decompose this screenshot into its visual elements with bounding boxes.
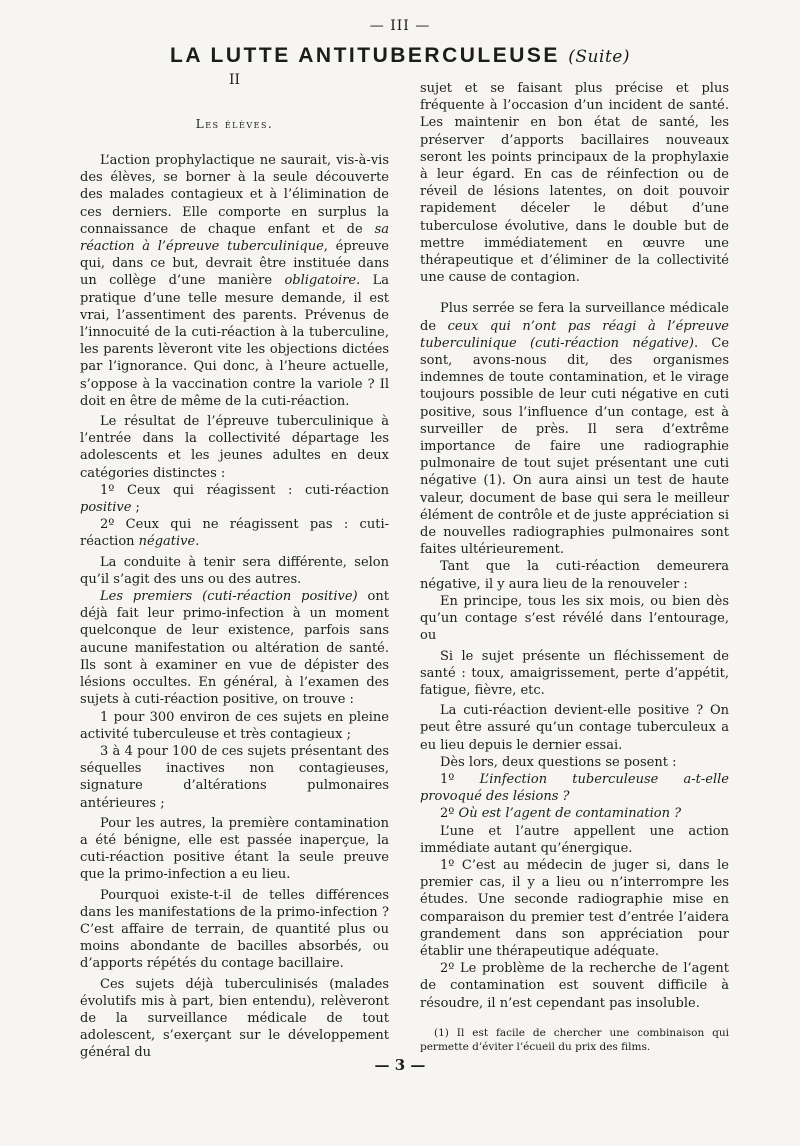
paragraph: 3 à 4 pour 100 de ces sujets présentant des séquelles inactives non contagieuses, signature d’altérations pulmonaires antérieures ; (80, 743, 389, 811)
paragraph: 1º C’est au médecin de juger si, dans le premier cas, il y a lieu ou n’interrompre les études. Une seconde radiographie mise en comparaison du premier test d’entrée l’aidera grandement dans son appréciation pour établir une thérapeutique adéquate. (420, 857, 729, 959)
paragraph: La conduite à tenir sera différente, selon qu’il s’agit des uns ou des autres. (80, 554, 389, 587)
section-heading: Les élèves. (195, 117, 274, 131)
paragraph: Le résultat de l’épreuve tuberculinique à l’entrée dans la collectivité départage les adolescents et les jeunes adultes en deux catégories distinctes : (80, 414, 389, 481)
paragraph: Pour les autres, la première contamination a été bénigne, elle est passée inaperçue, la cuti-réaction positive étant la seule preuve que la primo-infection a eu lieu. (80, 815, 389, 883)
page-roman-numeral: — III — (369, 18, 431, 34)
paragraph: 2º Ceux qui ne réagissent pas : cuti-réaction négative. (80, 517, 389, 550)
paragraph: Pourquoi existe-t-il de telles différences dans les manifestations de la primo-infection ? C’est affaire de terrain, de quantité plus ou moins abondante de bacilles absorbés, ou d’apports répétés du contage bacillaire. (80, 887, 389, 972)
footnote (420, 1026, 729, 1054)
title-text: LA LUTTE ANTITUBERCULEUSE (170, 44, 560, 67)
paragraph: 2º Le problème de la recherche de l’agent de contamination est souvent difficile à résoudre, il n’est cependant pas insoluble. (420, 961, 729, 1011)
paragraph: Tant que la cuti-réaction demeurera négative, il y aura lieu de la renouveler : (420, 559, 729, 592)
paragraph: 1º Ceux qui réagissent : cuti-réaction positive ; (80, 482, 389, 516)
paragraph: L’action prophylactique ne saurait, vis-à-vis des élèves, se borner à la seule découverte des malades contagieux et à l’élimination de ces derniers. Elle comporte en surplus la connaissance de chaque enfant et de sa réaction à l’épreuve tuberculinique, épreuve qui, dans ce but, devrait être instituée dans un collège d’une manière obligatoire. La pratique d’une telle mesure demande, il est vrai, l’assentiment des parents. Prévenus de l’innocuité de la cuti-réaction à la tuberculine, les parents lèveront vite les objections dictées par l’ignorance. Qui donc, à l’heure actuelle, s’oppose à la vaccination contre la variole ? Il doit en être de même de la cuti-réaction. (80, 153, 389, 409)
paragraph: 1 pour 300 environ de ces sujets en pleine activité tuberculeuse et très contagieux ; (80, 709, 389, 742)
paragraph: sujet et se faisant plus précise et plus fréquente à l’occasion d’un incident de santé. Les maintenir en bon état de santé, les préserver d’apports bacillaires nouveaux seront les points principaux de la prophylaxie à leur égard. En cas de réinfection ou de réveil de lésions latentes, on doit pouvoir rapidement déceler le début d’une tuberculose évolutive, dans le double but de mettre immédiatement en œuvre une thérapeutique et d’éliminer de la collectivité une cause de contagion. (420, 81, 729, 286)
footnote-text: (1) Il est facile de chercher une combinaison qui permette d’éviter l’écueil du prix des films. (420, 1026, 729, 1053)
title-suite: (Suite) (568, 47, 630, 67)
section-number: II (228, 72, 241, 88)
article-title (0, 44, 800, 68)
question: 2º Où est l’agent de contamination ? (440, 806, 682, 822)
paragraph: Les premiers (cuti-réaction positive) ont déjà fait leur primo-infection à un moment quelconque de leur existence, parfois sans aucune manifestation ou altération de santé. Ils sont à examiner en vue de dépister des lésions occultes. En général, à l’examen des sujets à cuti-réaction positive, on trouve : (80, 589, 389, 708)
question: 1º L’infection tuberculeuse a-t-elle provoqué des lésions ? (420, 771, 729, 805)
left-column (80, 152, 389, 1062)
right-column (420, 80, 729, 1054)
paragraph: L’une et l’autre appellent une action immédiate autant qu’énergique. (420, 823, 729, 856)
paragraph: La cuti-réaction devient-elle positive ? On peut être assuré qu’un contage tuberculeux a eu lieu depuis le dernier essai. (420, 703, 729, 753)
paragraph: En principe, tous les six mois, ou bien dès qu’un contage s’est révélé dans l’entourage, ou (420, 593, 729, 644)
paragraph: Ces sujets déjà tuberculinisés (malades évolutifs mis à part, bien entendu), relèveront de la surveillance médicale de tout adolescent, s’exerçant sur le développement général du (80, 976, 389, 1061)
paragraph: Si le sujet présente un fléchissement de santé : toux, amaigrissement, perte d’appétit, fatigue, fièvre, etc. (420, 648, 729, 698)
paragraph: Dès lors, deux questions se posent : (440, 754, 677, 770)
page-number: — 3 — (374, 1056, 426, 1074)
paragraph: Plus serrée se fera la surveillance médicale de ceux qui n’ont pas réagi à l’épreuve tuberculinique (cuti-réaction négative). Ce sont, avons-nous dit, des organismes indemnes de toute contamination, et le virage toujours possible de leur cuti négative en cuti positive, sous l’influence d’un contage, est à surveiller de près. Il sera d’extrême importance de faire une radiographie pulmonaire de tout sujet présentant une cuti négative (1). On aura ainsi un test de haute valeur, document de base qui sera le meilleur élément de contrôle et de juste appréciation si de nouvelles radiographies pulmonaires sont faites ultérieurement. (420, 301, 730, 558)
